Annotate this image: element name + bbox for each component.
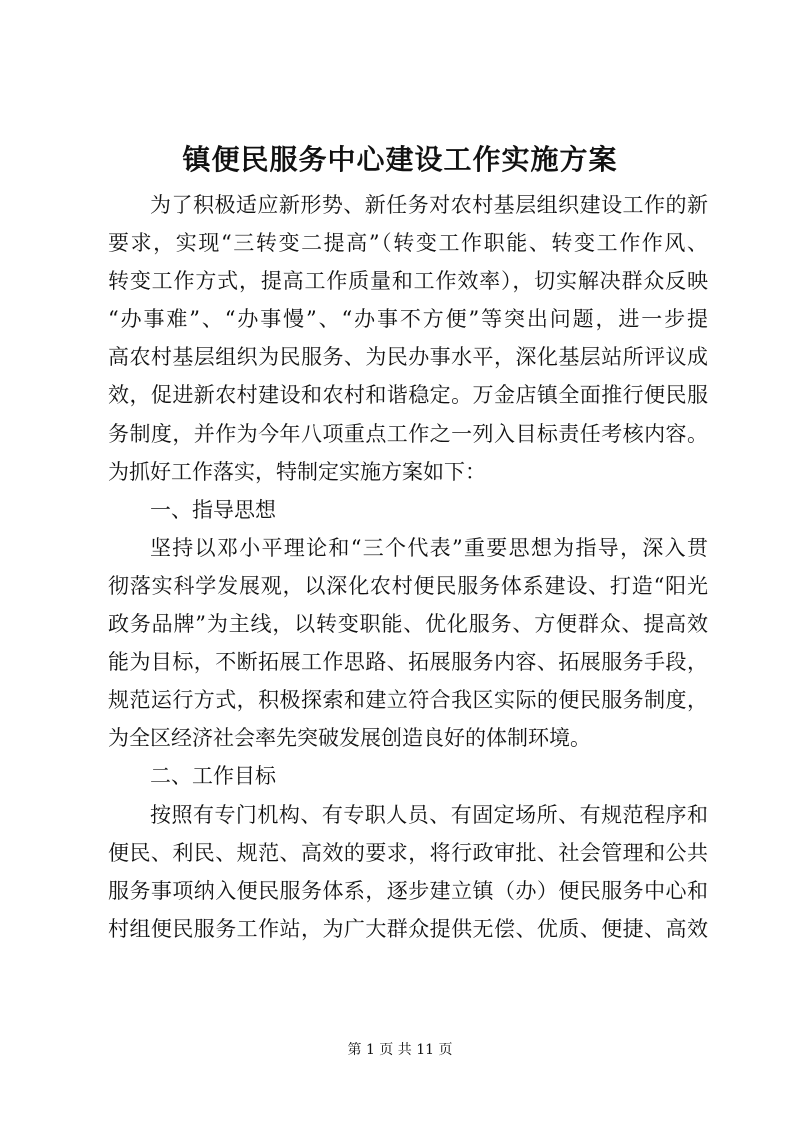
paragraph-line: 转变工作方式，提高工作质量和工作效率），切实解决群众反映 (108, 269, 708, 294)
section-heading: 二、工作目标 (150, 764, 276, 789)
paragraph-line: 服务事项纳入便民服务体系，逐步建立镇（办）便民服务中心和 (108, 878, 708, 903)
document-body (108, 186, 708, 948)
paragraph-line: 坚持以邓小平理论和“三个代表”重要思想为指导，深入贯 (150, 535, 708, 560)
paragraph-line: 要求，实现“三转变二提高”（转变工作职能、转变工作作风、 (108, 231, 708, 256)
paragraph-line: 务制度，并作为今年八项重点工作之一列入目标责任考核内容。 (108, 421, 708, 446)
paragraph-line: 效，促进新农村建设和农村和谐稳定。万金店镇全面推行便民服 (108, 383, 708, 408)
paragraph-line: 规范运行方式，积极探索和建立符合我区实际的便民服务制度， (108, 688, 708, 713)
paragraph-line: “办事难”、“办事慢”、“办事不方便”等突出问题，进一步提 (108, 307, 708, 332)
section-heading: 一、指导思想 (150, 497, 276, 522)
paragraph-line: 政务品牌”为主线，以转变职能、优化服务、方便群众、提高效 (108, 612, 708, 637)
paragraph-line: 便民、利民、规范、高效的要求，将行政审批、社会管理和公共 (108, 840, 708, 865)
paragraph-line: 村组便民服务工作站，为广大群众提供无偿、优质、便捷、高效 (108, 916, 708, 941)
paragraph-line: 为抓好工作落实，特制定实施方案如下： (108, 459, 486, 484)
document-title: 镇便民服务中心建设工作实施方案 (182, 143, 618, 176)
paragraph-line: 彻落实科学发展观，以深化农村便民服务体系建设、打造“阳光 (108, 573, 708, 598)
paragraph-line: 能为目标，不断拓展工作思路、拓展服务内容、拓展服务手段， (108, 650, 708, 675)
paragraph-line: 为了积极适应新形势、新任务对农村基层组织建设工作的新 (150, 193, 708, 217)
paragraph-line: 为全区经济社会率先突破发展创造良好的体制环境。 (108, 726, 591, 751)
paragraph-line: 按照有专门机构、有专职人员、有固定场所、有规范程序和 (150, 802, 708, 827)
paragraph-line: 高农村基层组织为民服务、为民办事水平，深化基层站所评议成 (108, 345, 708, 370)
page-footer: 第 1 页 共 11 页 (347, 1042, 453, 1058)
